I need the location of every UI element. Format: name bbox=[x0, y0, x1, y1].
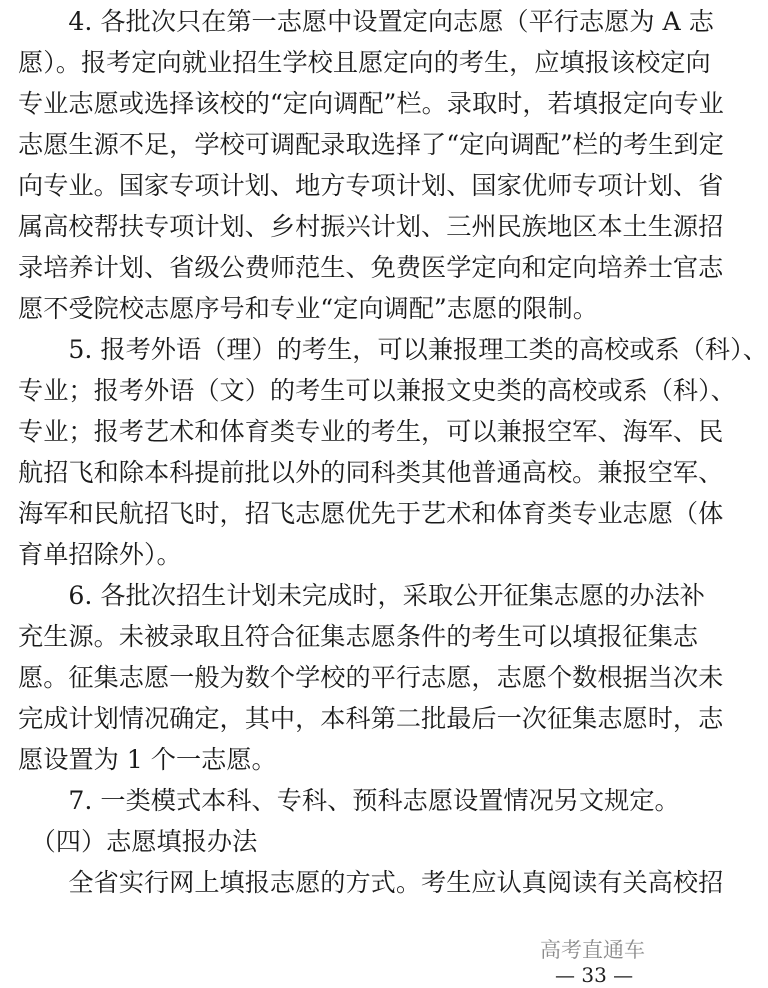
text-line: 海军和民航招飞时，招飞志愿优先于艺术和体育类专业志愿（体 bbox=[18, 499, 724, 528]
text-line: 专业志愿或选择该校的“定向调配”栏。录取时，若填报定向专业 bbox=[18, 89, 724, 118]
text-line: 7. 一类模式本科、专科、预科志愿设置情况另文规定。 bbox=[18, 786, 680, 815]
text-line: 愿）。报考定向就业招生学校且愿定向的考生，应填报该校定向 bbox=[18, 48, 711, 77]
text-line: 5. 报考外语（理）的考生，可以兼报理工类的高校或系（科）、 bbox=[18, 335, 768, 364]
watermark: 高考直通车 bbox=[540, 938, 645, 962]
text-line: 专业；报考外语（文）的考生可以兼报文史类的高校或系（科）、 bbox=[18, 376, 736, 405]
text-line: 完成计划情况确定，其中，本科第二批最后一次征集志愿时，志 bbox=[18, 704, 724, 733]
section-heading: （四）志愿填报办法 bbox=[18, 827, 258, 856]
text-line: 录培养计划、省级公费师范生、免费医学定向和定向培养士官志 bbox=[18, 253, 724, 282]
text-line: 愿。征集志愿一般为数个学校的平行志愿，志愿个数根据当次未 bbox=[18, 663, 724, 692]
text-line: 4. 各批次只在第一志愿中设置定向志愿（平行志愿为 A 志 bbox=[18, 7, 714, 36]
page-number: — 33 — bbox=[555, 963, 634, 987]
text-line: 育单招除外）。 bbox=[18, 540, 182, 569]
text-line: 属高校帮扶专项计划、乡村振兴计划、三州民族地区本土生源招 bbox=[18, 212, 724, 241]
text-line: 航招飞和除本科提前批以外的同科类其他普通高校。兼报空军、 bbox=[18, 458, 724, 487]
text-line: 愿不受院校志愿序号和专业“定向调配”志愿的限制。 bbox=[18, 294, 598, 323]
text-line: 充生源。未被录取且符合征集志愿条件的考生可以填报征集志 bbox=[18, 622, 699, 651]
text-line: 6. 各批次招生计划未完成时，采取公开征集志愿的办法补 bbox=[18, 581, 705, 610]
text-line: 愿设置为 1 个一志愿。 bbox=[18, 745, 277, 774]
text-line: 志愿生源不足，学校可调配录取选择了“定向调配”栏的考生到定 bbox=[18, 130, 724, 159]
text-line: 专业；报考艺术和体育类专业的考生，可以兼报空军、海军、民 bbox=[18, 417, 724, 446]
text-line: 向专业。国家专项计划、地方专项计划、国家优师专项计划、省 bbox=[18, 171, 724, 200]
text-line: 全省实行网上填报志愿的方式。考生应认真阅读有关高校招 bbox=[18, 868, 724, 897]
